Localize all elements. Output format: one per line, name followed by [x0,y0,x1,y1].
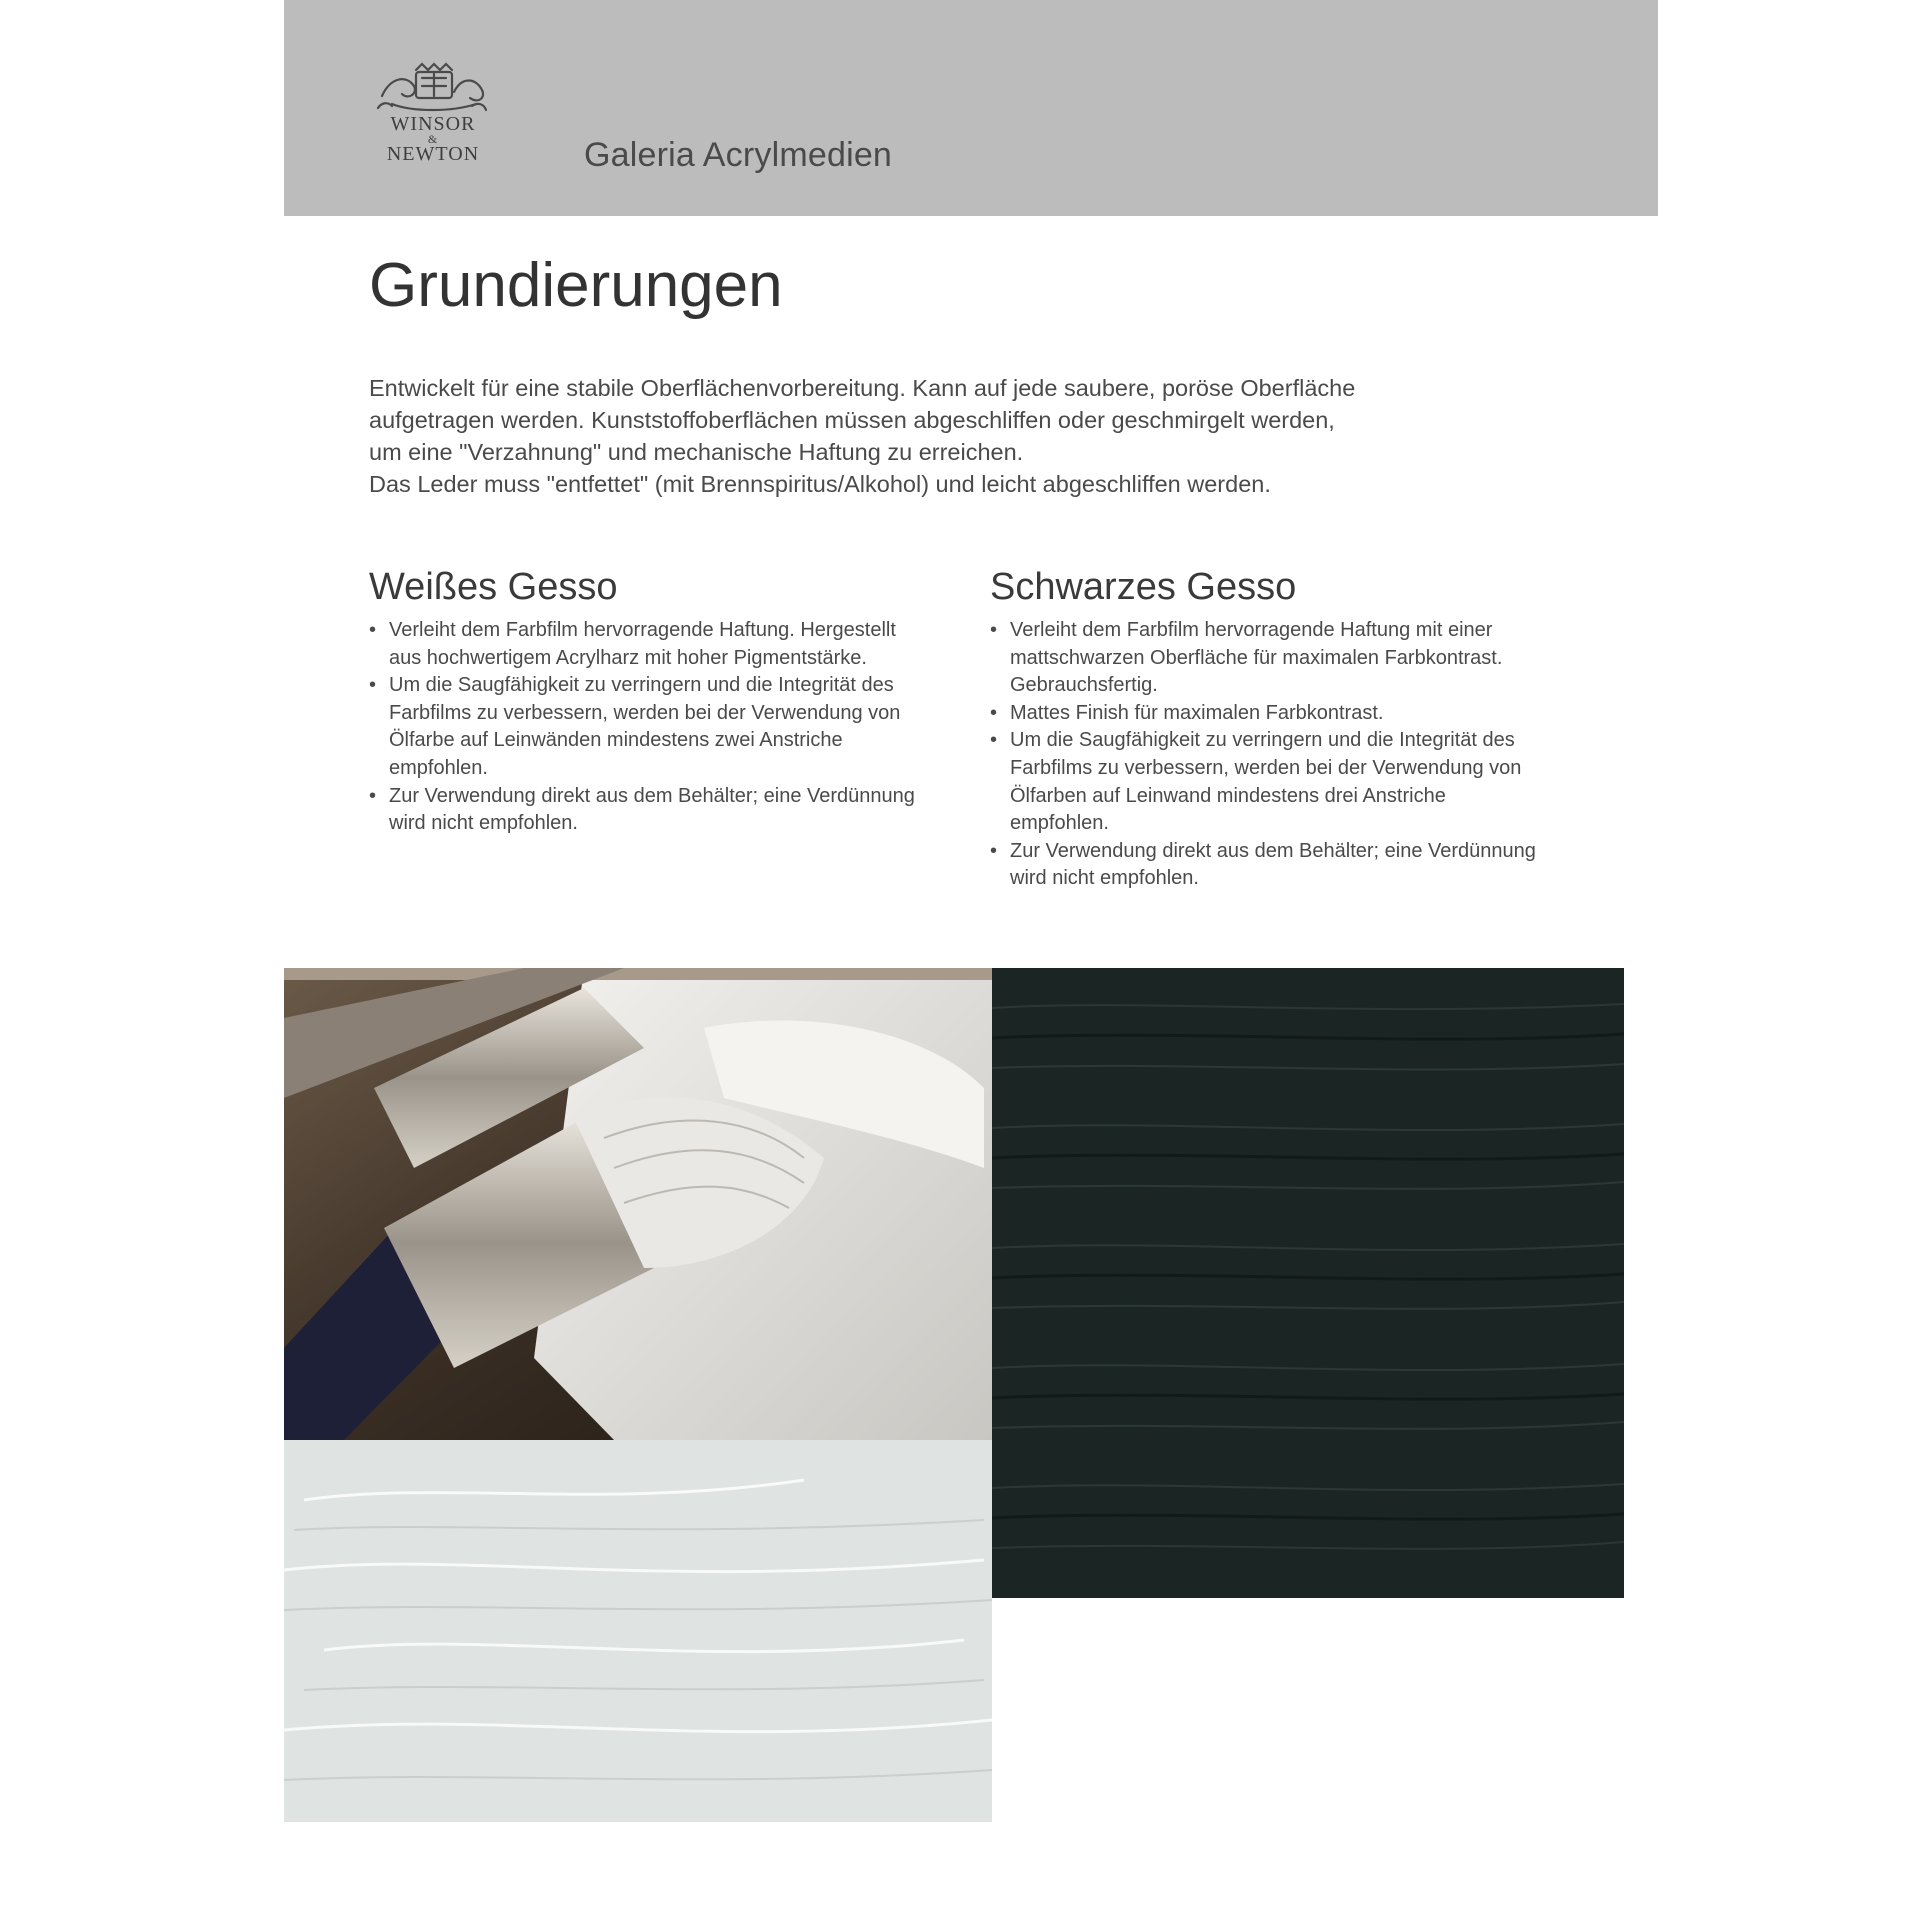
list-item: • Um die Saugfähigkeit zu verringern und die Integrität des Farbfilms zu verbessern, werden bei der Verwendung von Ölfarben auf Leinwand mindestens drei Anstriche empfohlen. [990,727,1550,837]
list-item: • Mattes Finish für maximalen Farbkontrast. [990,700,1550,728]
griffin-crest-icon [372,56,492,120]
black-gesso-list [990,617,1550,893]
header-band [284,0,1658,216]
list-item: • Zur Verwendung direkt aus dem Behälter; eine Verdünnung wird nicht empfohlen. [369,783,929,838]
intro-paragraph [369,372,1519,500]
list-item: • Zur Verwendung direkt aus dem Behälter; eine Verdünnung wird nicht empfohlen. [990,838,1550,893]
intro-line: Entwickelt für eine stabile Oberflächenvorbereitung. Kann auf jede saubere, poröse Oberfläche [369,375,1356,401]
intro-line: Das Leder muss "entfettet" (mit Brennspiritus/Alkohol) und leicht abgeschliffen werden. [369,471,1271,497]
black-gesso-swatch [992,968,1624,1598]
intro-line: aufgetragen werden. Kunststoffoberflächen müssen abgeschliffen oder geschmirgelt werden, [369,407,1335,433]
black-gesso-title: Schwarzes Gesso [990,566,1297,608]
brand-wordmark: WINSOR & NEWTON [386,113,480,165]
page-title: Grundierungen [369,251,783,320]
brand-logo [368,56,498,176]
white-gesso-list [369,617,929,838]
header-title: Galeria Acrylmedien [584,136,893,174]
list-item: • Um die Saugfähigkeit zu verringern und die Integrität des Farbfilms zu verbessern, werden bei der Verwendung von Ölfarbe auf Leinwänden mindestens zwei Anstriche empfohlen. [369,672,929,782]
intro-line: um eine "Verzahnung" und mechanische Haftung zu erreichen. [369,439,1024,465]
brush-photo [284,968,992,1440]
white-gesso-swatch [284,1440,992,1822]
list-item: • Verleiht dem Farbfilm hervorragende Haftung mit einer mattschwarzen Oberfläche für maximalen Farbkontrast. Gebrauchsfertig. [990,617,1550,700]
list-item: • Verleiht dem Farbfilm hervorragende Haftung. Hergestellt aus hochwertigem Acrylharz mit hoher Pigmentstärke. [369,617,929,672]
black-gesso-section [990,566,1550,893]
white-gesso-section [369,566,929,838]
white-gesso-title: Weißes Gesso [369,566,618,608]
